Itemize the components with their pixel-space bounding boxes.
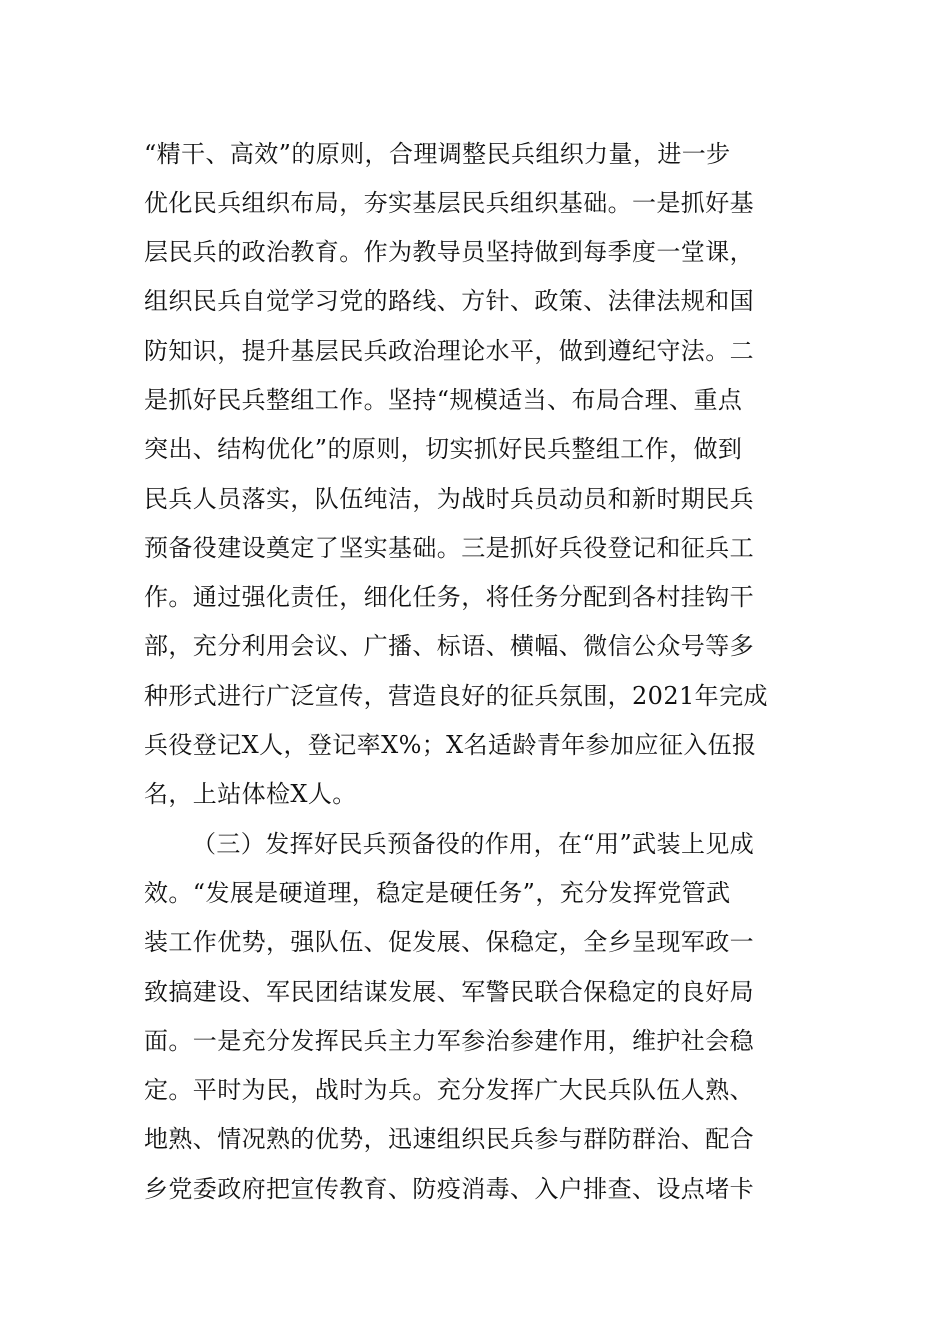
text-line: “精干、高效”的原则，合理调整民兵组织力量，进一步 [144,140,731,168]
text-line: 优化民兵组织布局，夯实基层民兵组织基础。一是抓好基 [144,189,754,217]
text-line: 部，充分利用会议、广播、标语、横幅、微信公众号等多 [144,632,754,660]
text-line: 民兵人员落实，队伍纯洁，为战时兵员动员和新时期民兵 [144,485,754,513]
text-line: 效。“发展是硬道理，稳定是硬任务”，充分发挥党管武 [144,879,731,907]
text-line: 组织民兵自觉学习党的路线、方针、政策、法律法规和国 [144,287,754,315]
text-line: 种形式进行广泛宣传，营造良好的征兵氛围，2021年完成 [144,682,768,710]
text-line: 致搞建设、军民团结谋发展、军警民联合保稳定的良好局 [144,978,754,1006]
text-line: 是抓好民兵整组工作。坚持“规模适当、布局合理、重点 [144,386,743,414]
text-line: 名，上站体检X人。 [144,780,357,808]
text-line: 层民兵的政治教育。作为教导员坚持做到每季度一堂课， [144,238,754,266]
text-line: 突出、结构优化”的原则，切实抓好民兵整组工作，做到 [144,435,743,463]
text-line: 装工作优势，强队伍、促发展、保稳定，全乡呈现军政一 [144,928,754,956]
text-line: 面。一是充分发挥民兵主力军参治参建作用，维护社会稳 [144,1027,754,1055]
text-line: 防知识，提升基层民兵政治理论水平，做到遵纪守法。二 [144,337,754,365]
text-line: 预备役建设奠定了坚实基础。三是抓好兵役登记和征兵工 [144,534,754,562]
text-line: 兵役登记X人，登记率X%；X名适龄青年参加应征入伍报 [144,731,757,759]
paragraph-heading-line: （三）发挥好民兵预备役的作用，在“用”武装上见成 [192,830,755,858]
text-line: 作。通过强化责任，细化任务，将任务分配到各村挂钩干 [144,583,754,611]
text-line: 定。平时为民，战时为兵。充分发挥广大民兵队伍人熟、 [144,1076,754,1104]
text-line: 乡党委政府把宣传教育、防疫消毒、入户排查、设点堵卡 [144,1175,754,1203]
text-line: 地熟、情况熟的优势，迅速组织民兵参与群防群治、配合 [144,1125,754,1153]
